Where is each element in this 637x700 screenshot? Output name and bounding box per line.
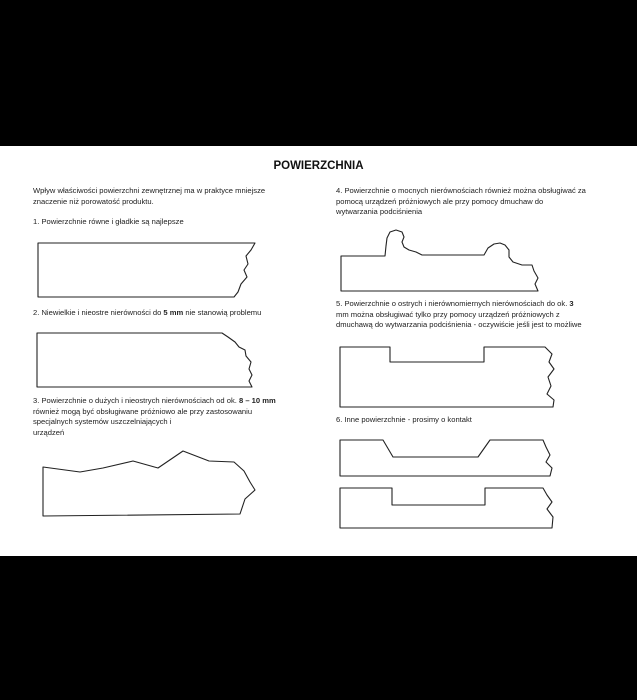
profile-strong-irregularities-shape — [341, 230, 538, 291]
item-5-text: 5. Powierzchnie o ostrych i nierównomiernych nierównościach do ok. — [336, 299, 570, 308]
profile-tongue-shape — [340, 488, 553, 528]
item-4-line: wytwarzania podciśnienia — [336, 207, 423, 216]
item-1-caption: 1. Powierzchnie równe i gładkie są najlepsze — [33, 217, 184, 226]
item-3-line: urządzeń — [33, 427, 65, 437]
page-title: POWIERZCHNIA — [273, 160, 364, 172]
profile-smooth-shape — [38, 243, 255, 297]
item-3-line: specjalnych systemów uszczelniających i — [33, 417, 172, 426]
item-5-line: dmuchawą do wytwarzania podciśnienia - oczywiście jeśli jest to możliwe — [336, 320, 582, 329]
item-5-bold: 3 — [569, 299, 574, 308]
intro-line: znaczenie niż porowatość produktu. — [33, 196, 154, 206]
item-3-bold: 8 – 10 mm — [238, 396, 276, 405]
document-sheet — [0, 146, 637, 556]
profile-drawings — [0, 146, 637, 556]
intro-line: Wpływ właściwości powierzchni zewnętrznej ma w praktyce mniejsze — [33, 186, 266, 195]
item-2-text: nie stanowią problemu — [183, 308, 262, 317]
item-5-line: mm można obsługiwać tylko przy pomocy urządzeń próżniowych z — [336, 309, 560, 319]
item-4-line: pomocą urządzeń próżniowych ale przy pomocy dmuchaw do — [336, 196, 544, 206]
item-3-line: również mogą być obsługiwane próżniowo ale przy zastosowaniu — [33, 406, 253, 416]
item-6-caption: 6. Inne powierzchnie - prosimy o kontakt — [336, 415, 472, 424]
profile-dovetail-shape — [340, 440, 552, 476]
profile-small-irregularities-shape — [37, 333, 252, 387]
profile-sharp-irregularities-shape — [340, 347, 554, 407]
profile-large-irregularities-shape — [43, 451, 255, 516]
item-3-text: 3. Powierzchnie o dużych i nieostrych nierównościach od ok. — [33, 396, 239, 405]
item-2-text: 2. Niewielkie i nieostre nierówności do — [33, 308, 164, 317]
item-4-line: 4. Powierzchnie o mocnych nierównościach również można obsługiwać za — [336, 186, 586, 195]
item-2-bold: 5 mm — [163, 308, 184, 317]
